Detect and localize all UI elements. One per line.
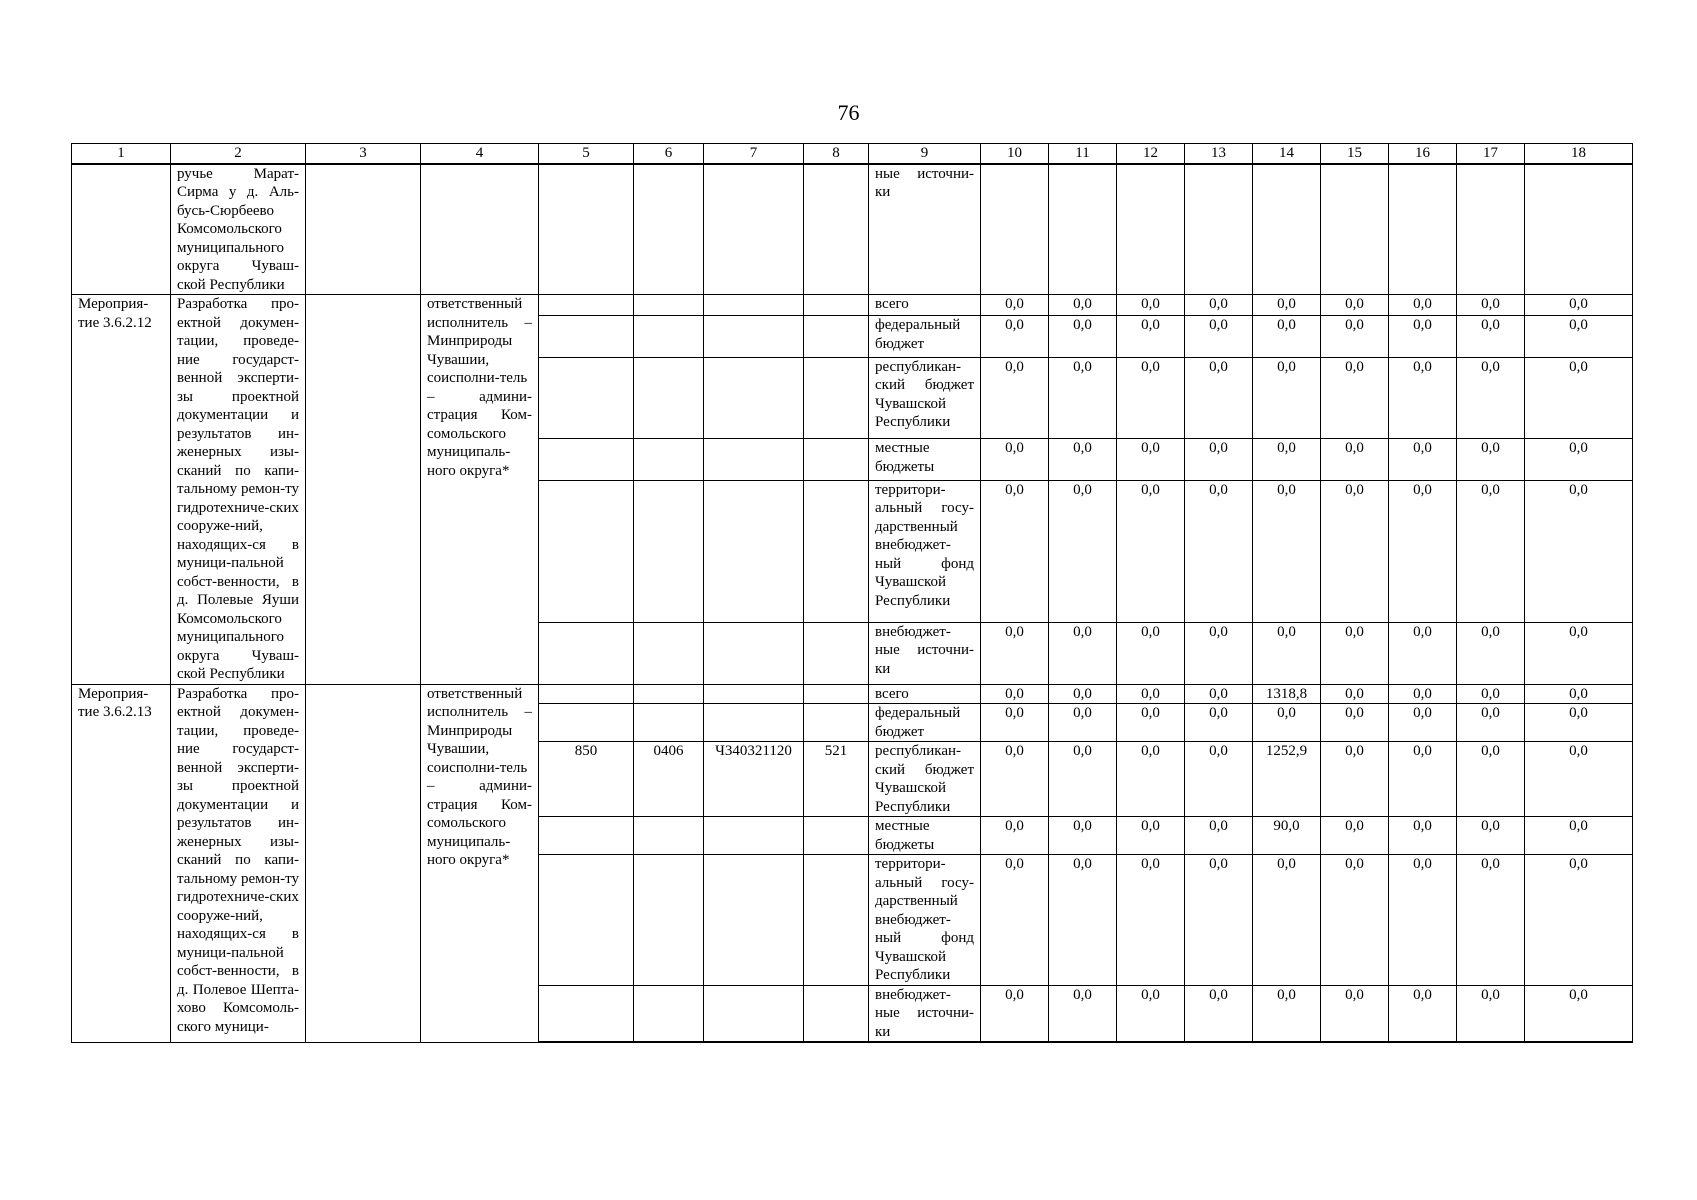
funding-source: ные источни-ки (869, 164, 981, 295)
amount-cell: 0,0 (1389, 985, 1457, 1042)
amount-cell: 0,0 (1321, 855, 1389, 986)
responsible-executor: ответственный исполнитель – Минприроды Чувашии, соисполни-тель – админи-страция Ком-сомольского муниципаль-ного округа* (421, 684, 539, 1042)
amount-cell: 0,0 (981, 316, 1049, 357)
funding-source: республикан-ский бюджет Чувашской Республики (869, 742, 981, 817)
budget-code-c6 (634, 480, 704, 622)
amount-cell: 0,0 (1389, 742, 1457, 817)
budget-code-c5 (539, 855, 634, 986)
column-header-9: 9 (869, 144, 981, 164)
budget-code-c7 (704, 817, 804, 855)
activity-description: ручье Марат-Сирма у д. Аль-бусь-Сюрбеево Комсомольского муниципального округа Чуваш-ской Республики (171, 164, 306, 295)
amount-cell: 0,0 (1321, 622, 1389, 684)
budget-code-c5 (539, 684, 634, 704)
amount-cell: 0,0 (1457, 742, 1525, 817)
cell-empty (306, 295, 421, 685)
column-header-10: 10 (981, 144, 1049, 164)
amount-cell: 0,0 (1117, 357, 1185, 439)
budget-code-c7 (704, 295, 804, 316)
column-header-row (72, 144, 1633, 164)
amount-cell: 0,0 (1117, 742, 1185, 817)
budget-code-c6 (634, 684, 704, 704)
amount-cell: 0,0 (1525, 704, 1633, 742)
activity-id: Мероприя-тие 3.6.2.12 (72, 295, 171, 685)
cell-empty (421, 164, 539, 295)
activity-id: Мероприя-тие 3.6.2.13 (72, 684, 171, 1042)
amount-cell: 0,0 (981, 684, 1049, 704)
budget-code-c6 (634, 439, 704, 480)
amount-cell: 0,0 (1049, 439, 1117, 480)
budget-code-c6 (634, 357, 704, 439)
budget-code-c7 (704, 357, 804, 439)
amount-cell: 0,0 (981, 985, 1049, 1042)
amount-cell: 0,0 (1457, 704, 1525, 742)
budget-code-c8 (804, 439, 869, 480)
amount-cell: 0,0 (1117, 295, 1185, 316)
amount-cell: 0,0 (1525, 480, 1633, 622)
amount-cell: 0,0 (1253, 985, 1321, 1042)
cell-empty (1457, 164, 1525, 295)
budget-code-c5: 850 (539, 742, 634, 817)
amount-cell: 0,0 (1389, 480, 1457, 622)
budget-code-c8 (804, 316, 869, 357)
funding-source: республикан-ский бюджет Чувашской Республики (869, 357, 981, 439)
activity-description: Разработка про-ектной докумен-тации, проведе-ние государст-венной эксперти-зы проектной документации и результатов ин-женерных изы-сканий по капи-тальному ремон-ту гидротехниче-ских сооруже-ний, находящих-ся в муници-пальной собст-венности, в д. Полевое Шепта-хово Комсомоль-ского муници- (171, 684, 306, 1042)
amount-cell: 0,0 (981, 622, 1049, 684)
column-header-4: 4 (421, 144, 539, 164)
amount-cell: 0,0 (1253, 704, 1321, 742)
budget-code-c8 (804, 480, 869, 622)
budget-code-c8 (804, 855, 869, 986)
amount-cell: 0,0 (1321, 480, 1389, 622)
budget-table (71, 143, 1633, 1043)
column-header-1: 1 (72, 144, 171, 164)
amount-cell: 0,0 (1525, 742, 1633, 817)
amount-cell: 0,0 (1049, 684, 1117, 704)
budget-code-c7 (704, 316, 804, 357)
amount-cell: 0,0 (1321, 439, 1389, 480)
budget-code-c8 (804, 622, 869, 684)
amount-cell: 0,0 (1253, 439, 1321, 480)
cell-empty (1389, 164, 1457, 295)
amount-cell: 0,0 (1049, 742, 1117, 817)
funding-source: федеральный бюджет (869, 316, 981, 357)
amount-cell: 0,0 (1049, 704, 1117, 742)
amount-cell: 0,0 (1525, 855, 1633, 986)
budget-code-c5 (539, 704, 634, 742)
amount-cell: 1252,9 (1253, 742, 1321, 817)
budget-code-c5 (539, 622, 634, 684)
funding-source: федеральный бюджет (869, 704, 981, 742)
cell-empty (539, 164, 634, 295)
budget-code-c8: 521 (804, 742, 869, 817)
amount-cell: 0,0 (1525, 684, 1633, 704)
budget-code-c7 (704, 704, 804, 742)
amount-cell: 0,0 (1185, 684, 1253, 704)
column-header-6: 6 (634, 144, 704, 164)
budget-code-c5 (539, 985, 634, 1042)
amount-cell: 0,0 (1185, 480, 1253, 622)
amount-cell: 0,0 (1185, 817, 1253, 855)
cell-empty (981, 164, 1049, 295)
amount-cell: 0,0 (1049, 316, 1117, 357)
funding-source: территори-альный госу-дарственный внебюджет-ный фонд Чувашской Республики (869, 480, 981, 622)
amount-cell: 0,0 (1321, 985, 1389, 1042)
budget-code-c7 (704, 439, 804, 480)
amount-cell: 0,0 (1389, 704, 1457, 742)
amount-cell: 0,0 (1321, 316, 1389, 357)
amount-cell: 0,0 (1185, 622, 1253, 684)
amount-cell: 0,0 (1049, 855, 1117, 986)
amount-cell: 0,0 (1389, 855, 1457, 986)
funding-source: территори-альный госу-дарственный внебюджет-ный фонд Чувашской Республики (869, 855, 981, 986)
budget-code-c6 (634, 622, 704, 684)
budget-code-c8 (804, 357, 869, 439)
amount-cell: 0,0 (1321, 704, 1389, 742)
amount-cell: 0,0 (1185, 316, 1253, 357)
budget-code-c8 (804, 295, 869, 316)
amount-cell: 0,0 (1117, 855, 1185, 986)
funding-source: местные бюджеты (869, 817, 981, 855)
amount-cell: 0,0 (1389, 439, 1457, 480)
amount-cell: 0,0 (1185, 704, 1253, 742)
amount-cell: 0,0 (1525, 295, 1633, 316)
amount-cell: 0,0 (1457, 817, 1525, 855)
budget-code-c8 (804, 985, 869, 1042)
amount-cell: 0,0 (1117, 684, 1185, 704)
budget-code-c8 (804, 684, 869, 704)
amount-cell: 0,0 (981, 357, 1049, 439)
amount-cell: 0,0 (981, 295, 1049, 316)
amount-cell: 0,0 (1049, 817, 1117, 855)
column-header-8: 8 (804, 144, 869, 164)
column-header-13: 13 (1185, 144, 1253, 164)
amount-cell: 0,0 (981, 742, 1049, 817)
cell-empty (1185, 164, 1253, 295)
budget-code-c6: 0406 (634, 742, 704, 817)
budget-code-c5 (539, 817, 634, 855)
amount-cell: 0,0 (1525, 985, 1633, 1042)
amount-cell: 0,0 (1457, 295, 1525, 316)
column-header-7: 7 (704, 144, 804, 164)
amount-cell: 0,0 (1049, 357, 1117, 439)
amount-cell: 0,0 (1457, 480, 1525, 622)
budget-code-c5 (539, 295, 634, 316)
amount-cell: 0,0 (1525, 357, 1633, 439)
column-header-14: 14 (1253, 144, 1321, 164)
amount-cell: 0,0 (1117, 817, 1185, 855)
amount-cell: 0,0 (1185, 295, 1253, 316)
amount-cell: 0,0 (981, 439, 1049, 480)
cell-empty (1253, 164, 1321, 295)
amount-cell: 0,0 (1117, 439, 1185, 480)
column-header-2: 2 (171, 144, 306, 164)
amount-cell: 0,0 (1253, 316, 1321, 357)
funding-source: местные бюджеты (869, 439, 981, 480)
amount-cell: 0,0 (1049, 622, 1117, 684)
amount-cell: 0,0 (981, 817, 1049, 855)
budget-code-c6 (634, 295, 704, 316)
amount-cell: 0,0 (1253, 855, 1321, 986)
table-row (72, 684, 1633, 704)
budget-code-c7 (704, 855, 804, 986)
budget-code-c7 (704, 985, 804, 1042)
table-row (72, 295, 1633, 316)
amount-cell: 0,0 (1049, 295, 1117, 316)
amount-cell: 0,0 (981, 480, 1049, 622)
activity-description: Разработка про-ектной докумен-тации, проведе-ние государст-венной эксперти-зы проектной документации и результатов ин-женерных изы-сканий по капи-тальному ремон-ту гидротехниче-ских сооруже-ний, находящих-ся в муници-пальной собст-венности, в д. Полевые Яуши Комсомольского муниципального округа Чуваш-ской Республики (171, 295, 306, 685)
amount-cell: 0,0 (981, 704, 1049, 742)
cell-empty (1117, 164, 1185, 295)
column-header-17: 17 (1457, 144, 1525, 164)
amount-cell: 0,0 (1389, 684, 1457, 704)
budget-code-c6 (634, 985, 704, 1042)
budget-code-c8 (804, 817, 869, 855)
amount-cell: 0,0 (1525, 817, 1633, 855)
amount-cell: 0,0 (1389, 357, 1457, 439)
page-number: 76 (837, 100, 860, 125)
column-header-18: 18 (1525, 144, 1633, 164)
amount-cell: 0,0 (1457, 316, 1525, 357)
budget-code-c7: Ч340321120 (704, 742, 804, 817)
column-header-16: 16 (1389, 144, 1457, 164)
funding-source: всего (869, 684, 981, 704)
amount-cell: 0,0 (1049, 480, 1117, 622)
amount-cell: 0,0 (1253, 622, 1321, 684)
amount-cell: 0,0 (1525, 439, 1633, 480)
funding-source: всего (869, 295, 981, 316)
amount-cell: 0,0 (1185, 357, 1253, 439)
amount-cell: 0,0 (1321, 742, 1389, 817)
budget-code-c7 (704, 622, 804, 684)
amount-cell: 0,0 (1457, 855, 1525, 986)
budget-code-c6 (634, 817, 704, 855)
amount-cell: 0,0 (1457, 622, 1525, 684)
cell-empty (704, 164, 804, 295)
amount-cell: 0,0 (981, 855, 1049, 986)
cell-empty (1525, 164, 1633, 295)
amount-cell: 0,0 (1389, 817, 1457, 855)
amount-cell: 0,0 (1457, 985, 1525, 1042)
budget-code-c6 (634, 855, 704, 986)
column-header-15: 15 (1321, 144, 1389, 164)
amount-cell: 0,0 (1525, 316, 1633, 357)
amount-cell: 0,0 (1117, 622, 1185, 684)
budget-code-c5 (539, 480, 634, 622)
cell-empty (72, 164, 171, 295)
amount-cell: 0,0 (1321, 684, 1389, 704)
amount-cell: 0,0 (1185, 439, 1253, 480)
responsible-executor: ответственный исполнитель – Минприроды Чувашии, соисполни-тель – админи-страция Ком-сомольского муниципаль-ного округа* (421, 295, 539, 685)
amount-cell: 0,0 (1253, 295, 1321, 316)
column-header-12: 12 (1117, 144, 1185, 164)
budget-code-c5 (539, 316, 634, 357)
budget-code-c6 (634, 316, 704, 357)
cell-empty (306, 684, 421, 1042)
column-header-3: 3 (306, 144, 421, 164)
amount-cell: 0,0 (1457, 357, 1525, 439)
budget-code-c5 (539, 357, 634, 439)
column-header-11: 11 (1049, 144, 1117, 164)
table-row-continuation (72, 164, 1633, 295)
amount-cell: 90,0 (1253, 817, 1321, 855)
amount-cell: 1318,8 (1253, 684, 1321, 704)
cell-empty (1321, 164, 1389, 295)
funding-source: внебюджет-ные источни-ки (869, 985, 981, 1042)
budget-code-c8 (804, 704, 869, 742)
amount-cell: 0,0 (1457, 684, 1525, 704)
amount-cell: 0,0 (1389, 295, 1457, 316)
amount-cell: 0,0 (1253, 480, 1321, 622)
amount-cell: 0,0 (1117, 704, 1185, 742)
amount-cell: 0,0 (1185, 985, 1253, 1042)
amount-cell: 0,0 (1185, 855, 1253, 986)
budget-code-c6 (634, 704, 704, 742)
amount-cell: 0,0 (1117, 316, 1185, 357)
budget-code-c5 (539, 439, 634, 480)
amount-cell: 0,0 (1321, 357, 1389, 439)
funding-source: внебюджет-ные источни-ки (869, 622, 981, 684)
amount-cell: 0,0 (1457, 439, 1525, 480)
amount-cell: 0,0 (1321, 295, 1389, 316)
amount-cell: 0,0 (1117, 480, 1185, 622)
amount-cell: 0,0 (1321, 817, 1389, 855)
cell-empty (1049, 164, 1117, 295)
amount-cell: 0,0 (1117, 985, 1185, 1042)
amount-cell: 0,0 (1253, 357, 1321, 439)
cell-empty (306, 164, 421, 295)
amount-cell: 0,0 (1525, 622, 1633, 684)
amount-cell: 0,0 (1389, 622, 1457, 684)
column-header-5: 5 (539, 144, 634, 164)
cell-empty (804, 164, 869, 295)
cell-empty (634, 164, 704, 295)
budget-code-c7 (704, 684, 804, 704)
amount-cell: 0,0 (1049, 985, 1117, 1042)
amount-cell: 0,0 (1185, 742, 1253, 817)
amount-cell: 0,0 (1389, 316, 1457, 357)
budget-code-c7 (704, 480, 804, 622)
